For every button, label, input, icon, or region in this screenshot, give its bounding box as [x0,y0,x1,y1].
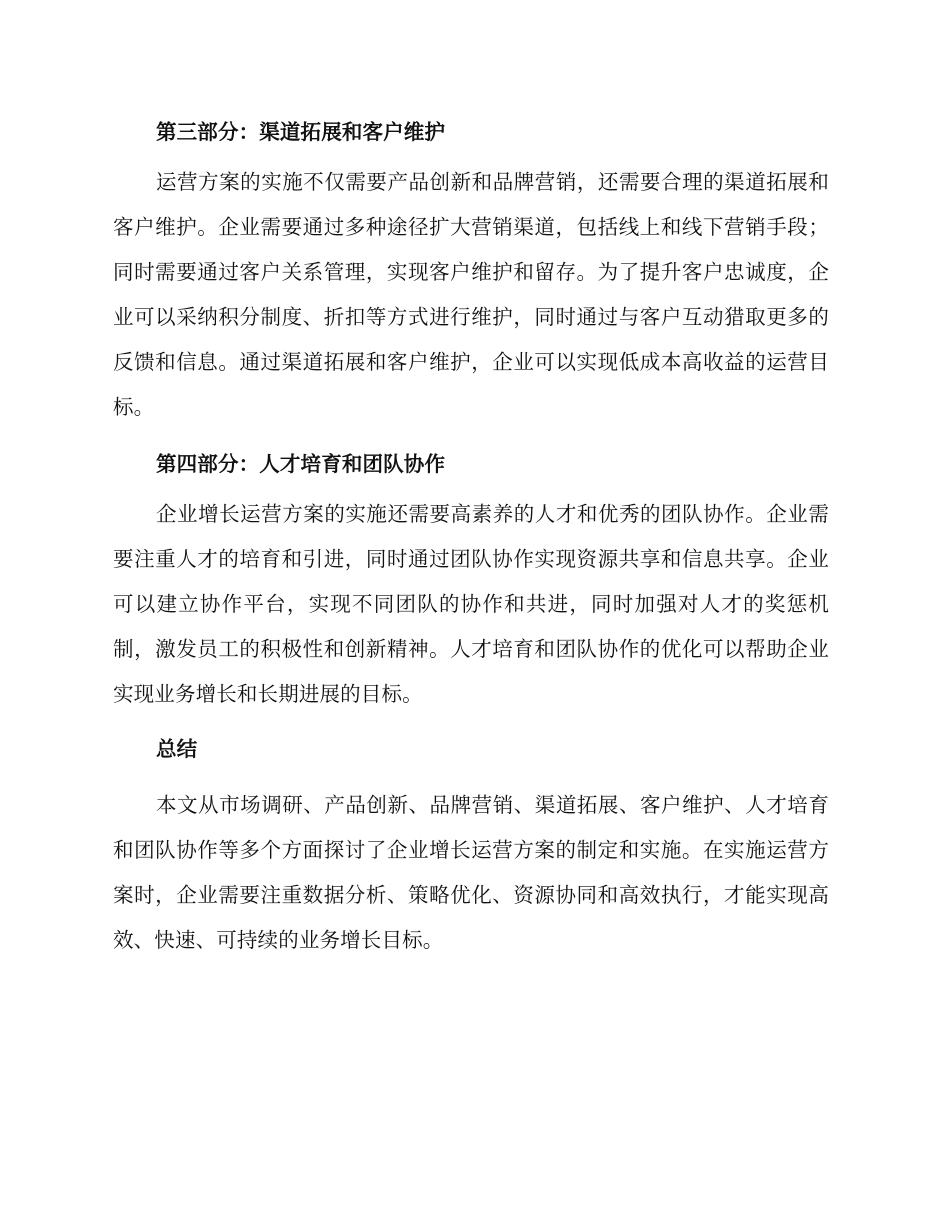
section-heading-channel-expansion: 第三部分：渠道拓展和客户维护 [156,120,446,144]
section-heading-talent-teamwork: 第四部分：人才培育和团队协作 [156,452,446,476]
section-paragraph-summary: 本文从市场调研、产品创新、品牌营销、渠道拓展、客户维护、人才培育和团队协作等多个方面探讨了企业增长运营方案的制定和实施。在实施运营方案时，企业需要注重数据分析、策略优化、资源协同和高效执行，才能实现高效、快速、可持续的业务增长目标。 [113,793,829,952]
section-paragraph-channel-expansion: 运营方案的实施不仅需要产品创新和品牌营销，还需要合理的渠道拓展和客户维护。企业需要通过多种途径扩大营销渠道，包括线上和线下营销手段；同时需要通过客户关系管理，实现客户维护和留存。为了提升客户忠诚度，企业可以采纳积分制度、折扣等方式进行维护，同时通过与客户互动猎取更多的反馈和信息。通过渠道拓展和客户维护，企业可以实现低成本高收益的运营目标。 [113,170,829,419]
section-paragraph-talent-teamwork: 企业增长运营方案的实施还需要高素养的人才和优秀的团队协作。企业需要注重人才的培育和引进，同时通过团队协作实现资源共享和信息共享。企业可以建立协作平台，实现不同团队的协作和共进，同时加强对人才的奖惩机制，激发员工的积极性和创新精神。人才培育和团队协作的优化可以帮助企业实现业务增长和长期进展的目标。 [113,502,829,706]
document-body [113,110,829,963]
section-heading-summary: 总结 [156,737,198,761]
